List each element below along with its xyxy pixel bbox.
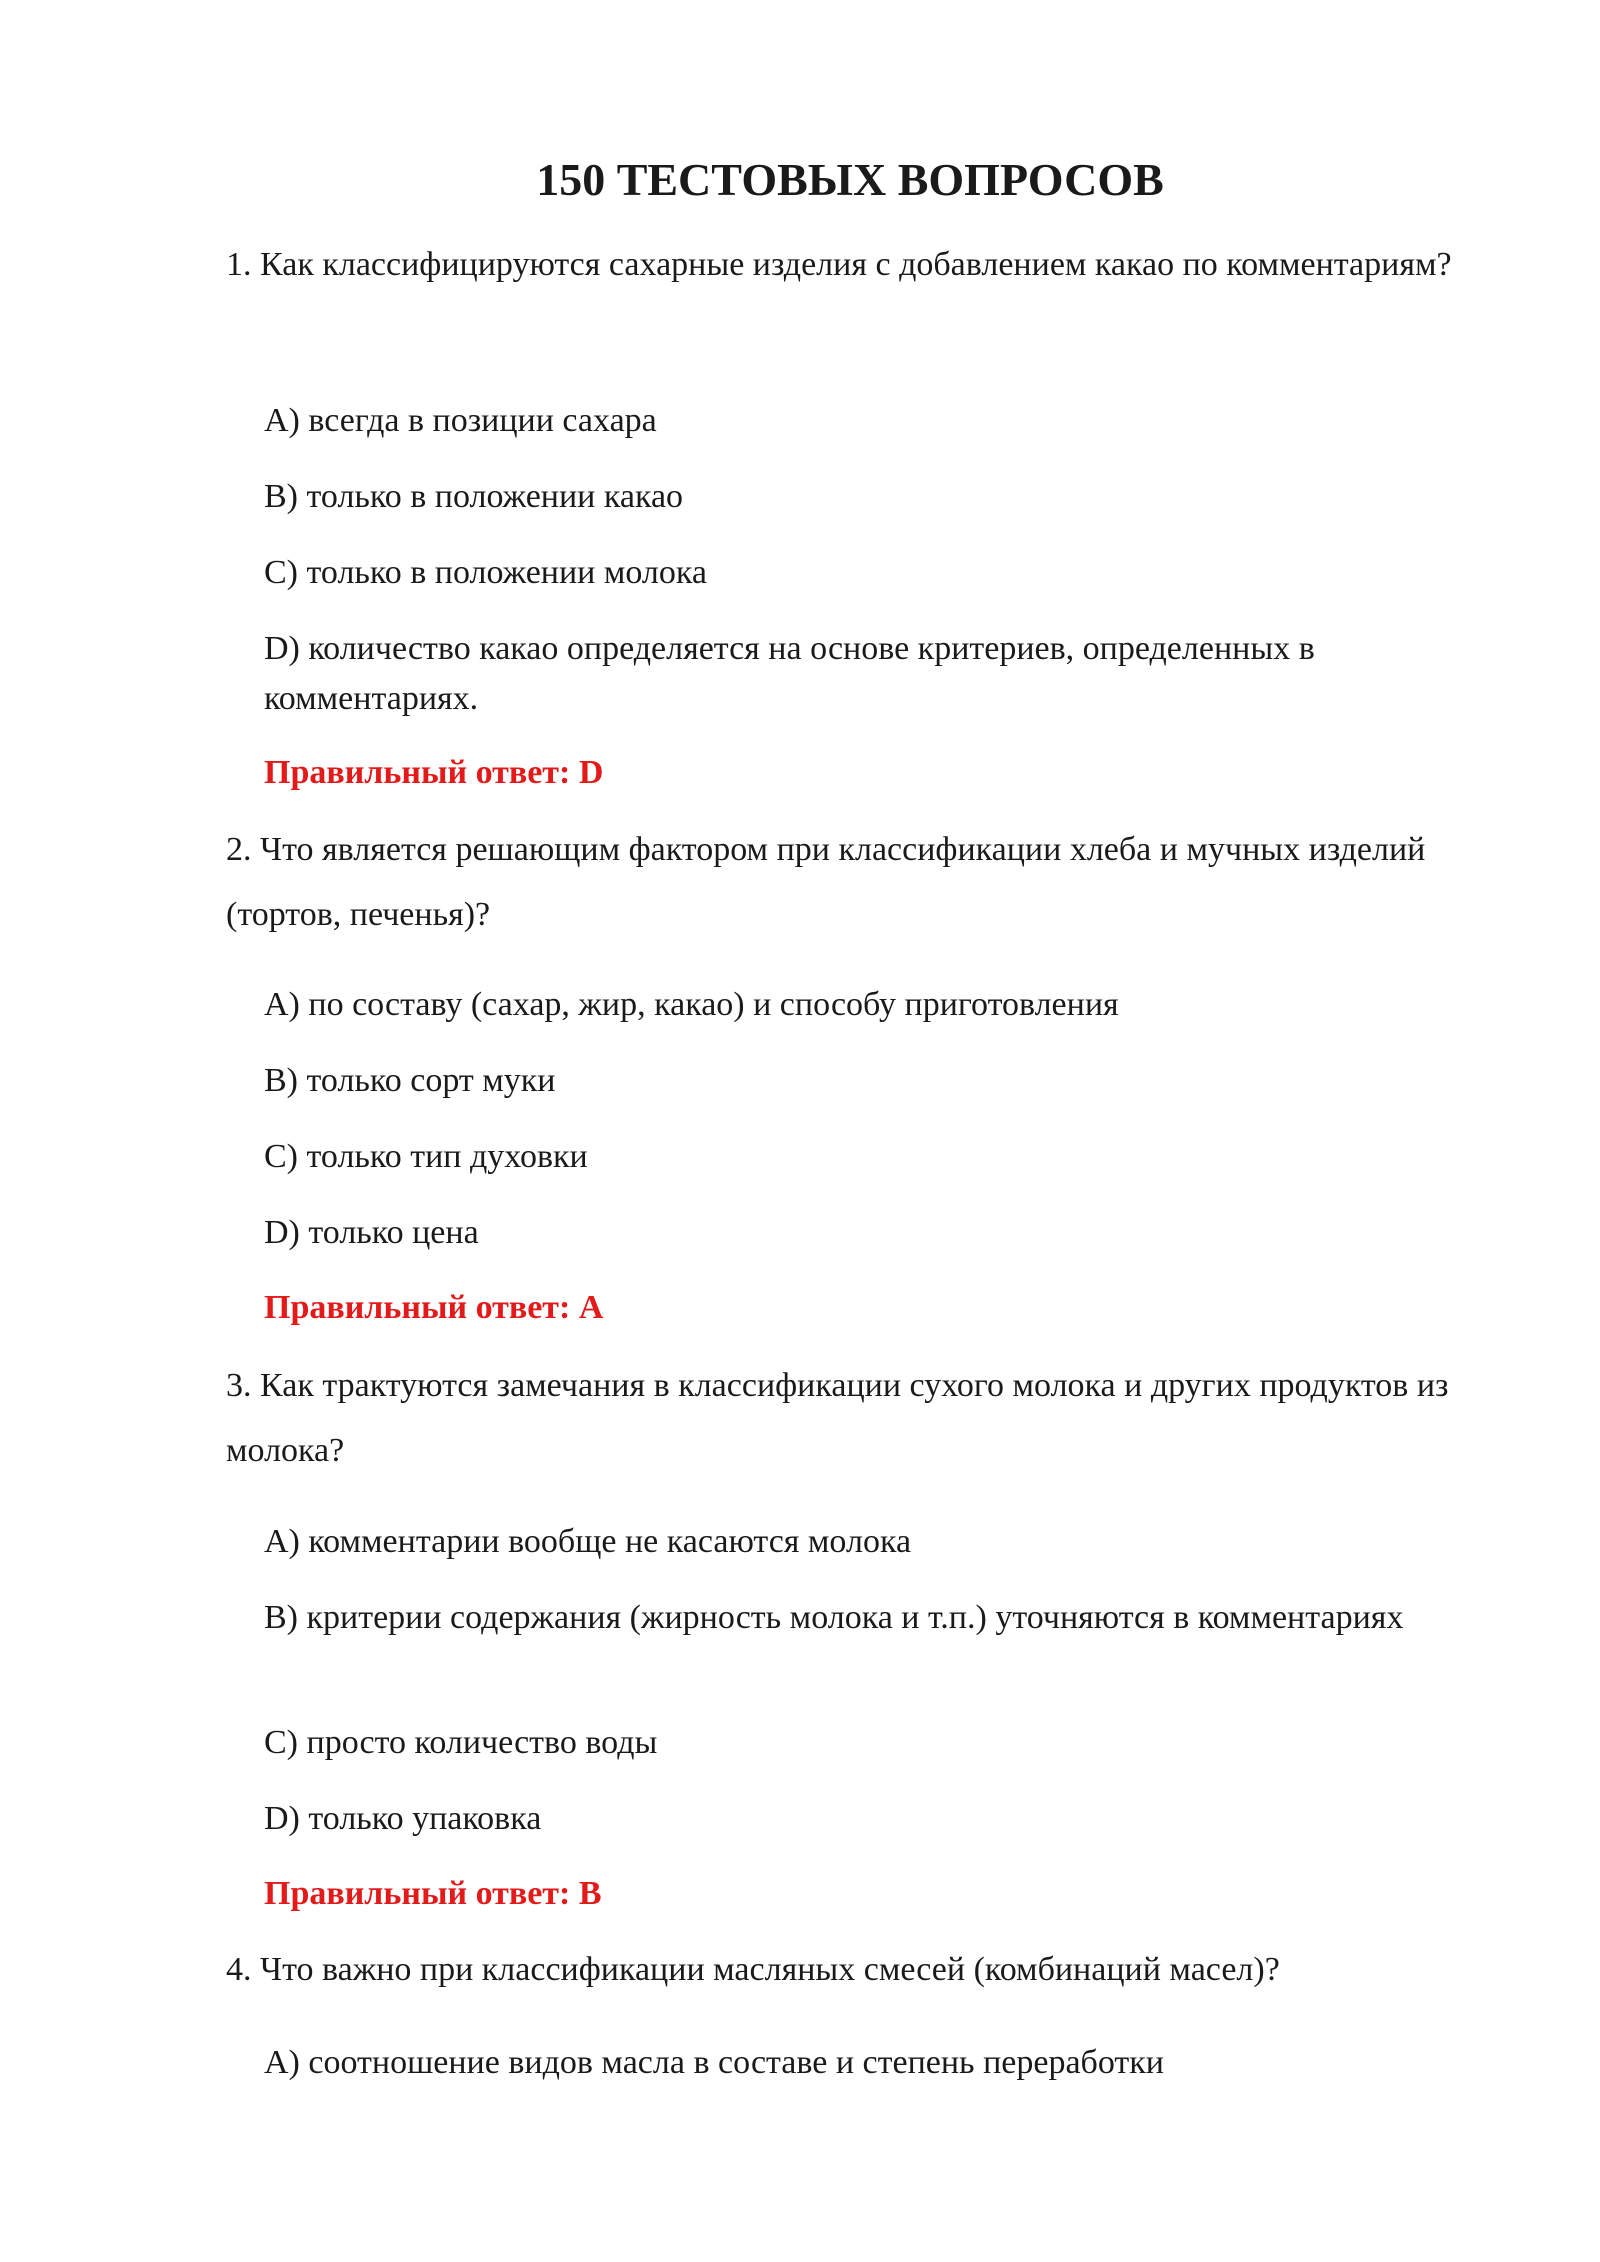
question-2-text: 2. Что является решающим фактором при классификации хлеба и мучных изделий (тортов, печенья)? [226, 831, 1426, 933]
question-3-text: 3. Как трактуются замечания в классификации сухого молока и других продуктов из молока? [226, 1367, 1449, 1469]
question-1-option-d: D) количество какао определяется на основе критериев, определенных в комментариях. [264, 630, 1315, 717]
question-2-option-d: D) только цена [264, 1214, 479, 1251]
question-3-option-c: C) просто количество воды [264, 1724, 658, 1761]
question-2-correct-answer: Правильный ответ: A [264, 1289, 604, 1326]
question-1-option-a: A) всегда в позиции сахара [264, 402, 657, 439]
question-2-option-c: C) только тип духовки [264, 1138, 588, 1175]
question-1-option-b: B) только в положении какао [264, 478, 684, 515]
question-1-text: 1. Как классифицируются сахарные изделия с добавлением какао по комментариям? [226, 246, 1452, 283]
question-4-option-a: A) соотношение видов масла в составе и степень переработки [264, 2044, 1164, 2081]
question-2-option-b: B) только сорт муки [264, 1062, 556, 1099]
question-3-option-a: A) комментарии вообще не касаются молока [264, 1523, 912, 1560]
question-3-option-d: D) только упаковка [264, 1800, 542, 1837]
question-3-option-b: B) критерии содержания (жирность молока и т.п.) уточняются в комментариях [264, 1599, 1404, 1636]
question-2-option-a: A) по составу (сахар, жир, какао) и способу приготовления [264, 986, 1119, 1023]
question-1-correct-answer: Правильный ответ: D [264, 754, 604, 791]
question-3-correct-answer: Правильный ответ: B [264, 1875, 602, 1912]
question-4-text: 4. Что важно при классификации масляных смесей (комбинаций масел)? [226, 1951, 1280, 1988]
question-1-option-c: C) только в положении молока [264, 554, 707, 591]
document-title: 150 ТЕСТОВЫХ ВОПРОСОВ [536, 154, 1164, 205]
